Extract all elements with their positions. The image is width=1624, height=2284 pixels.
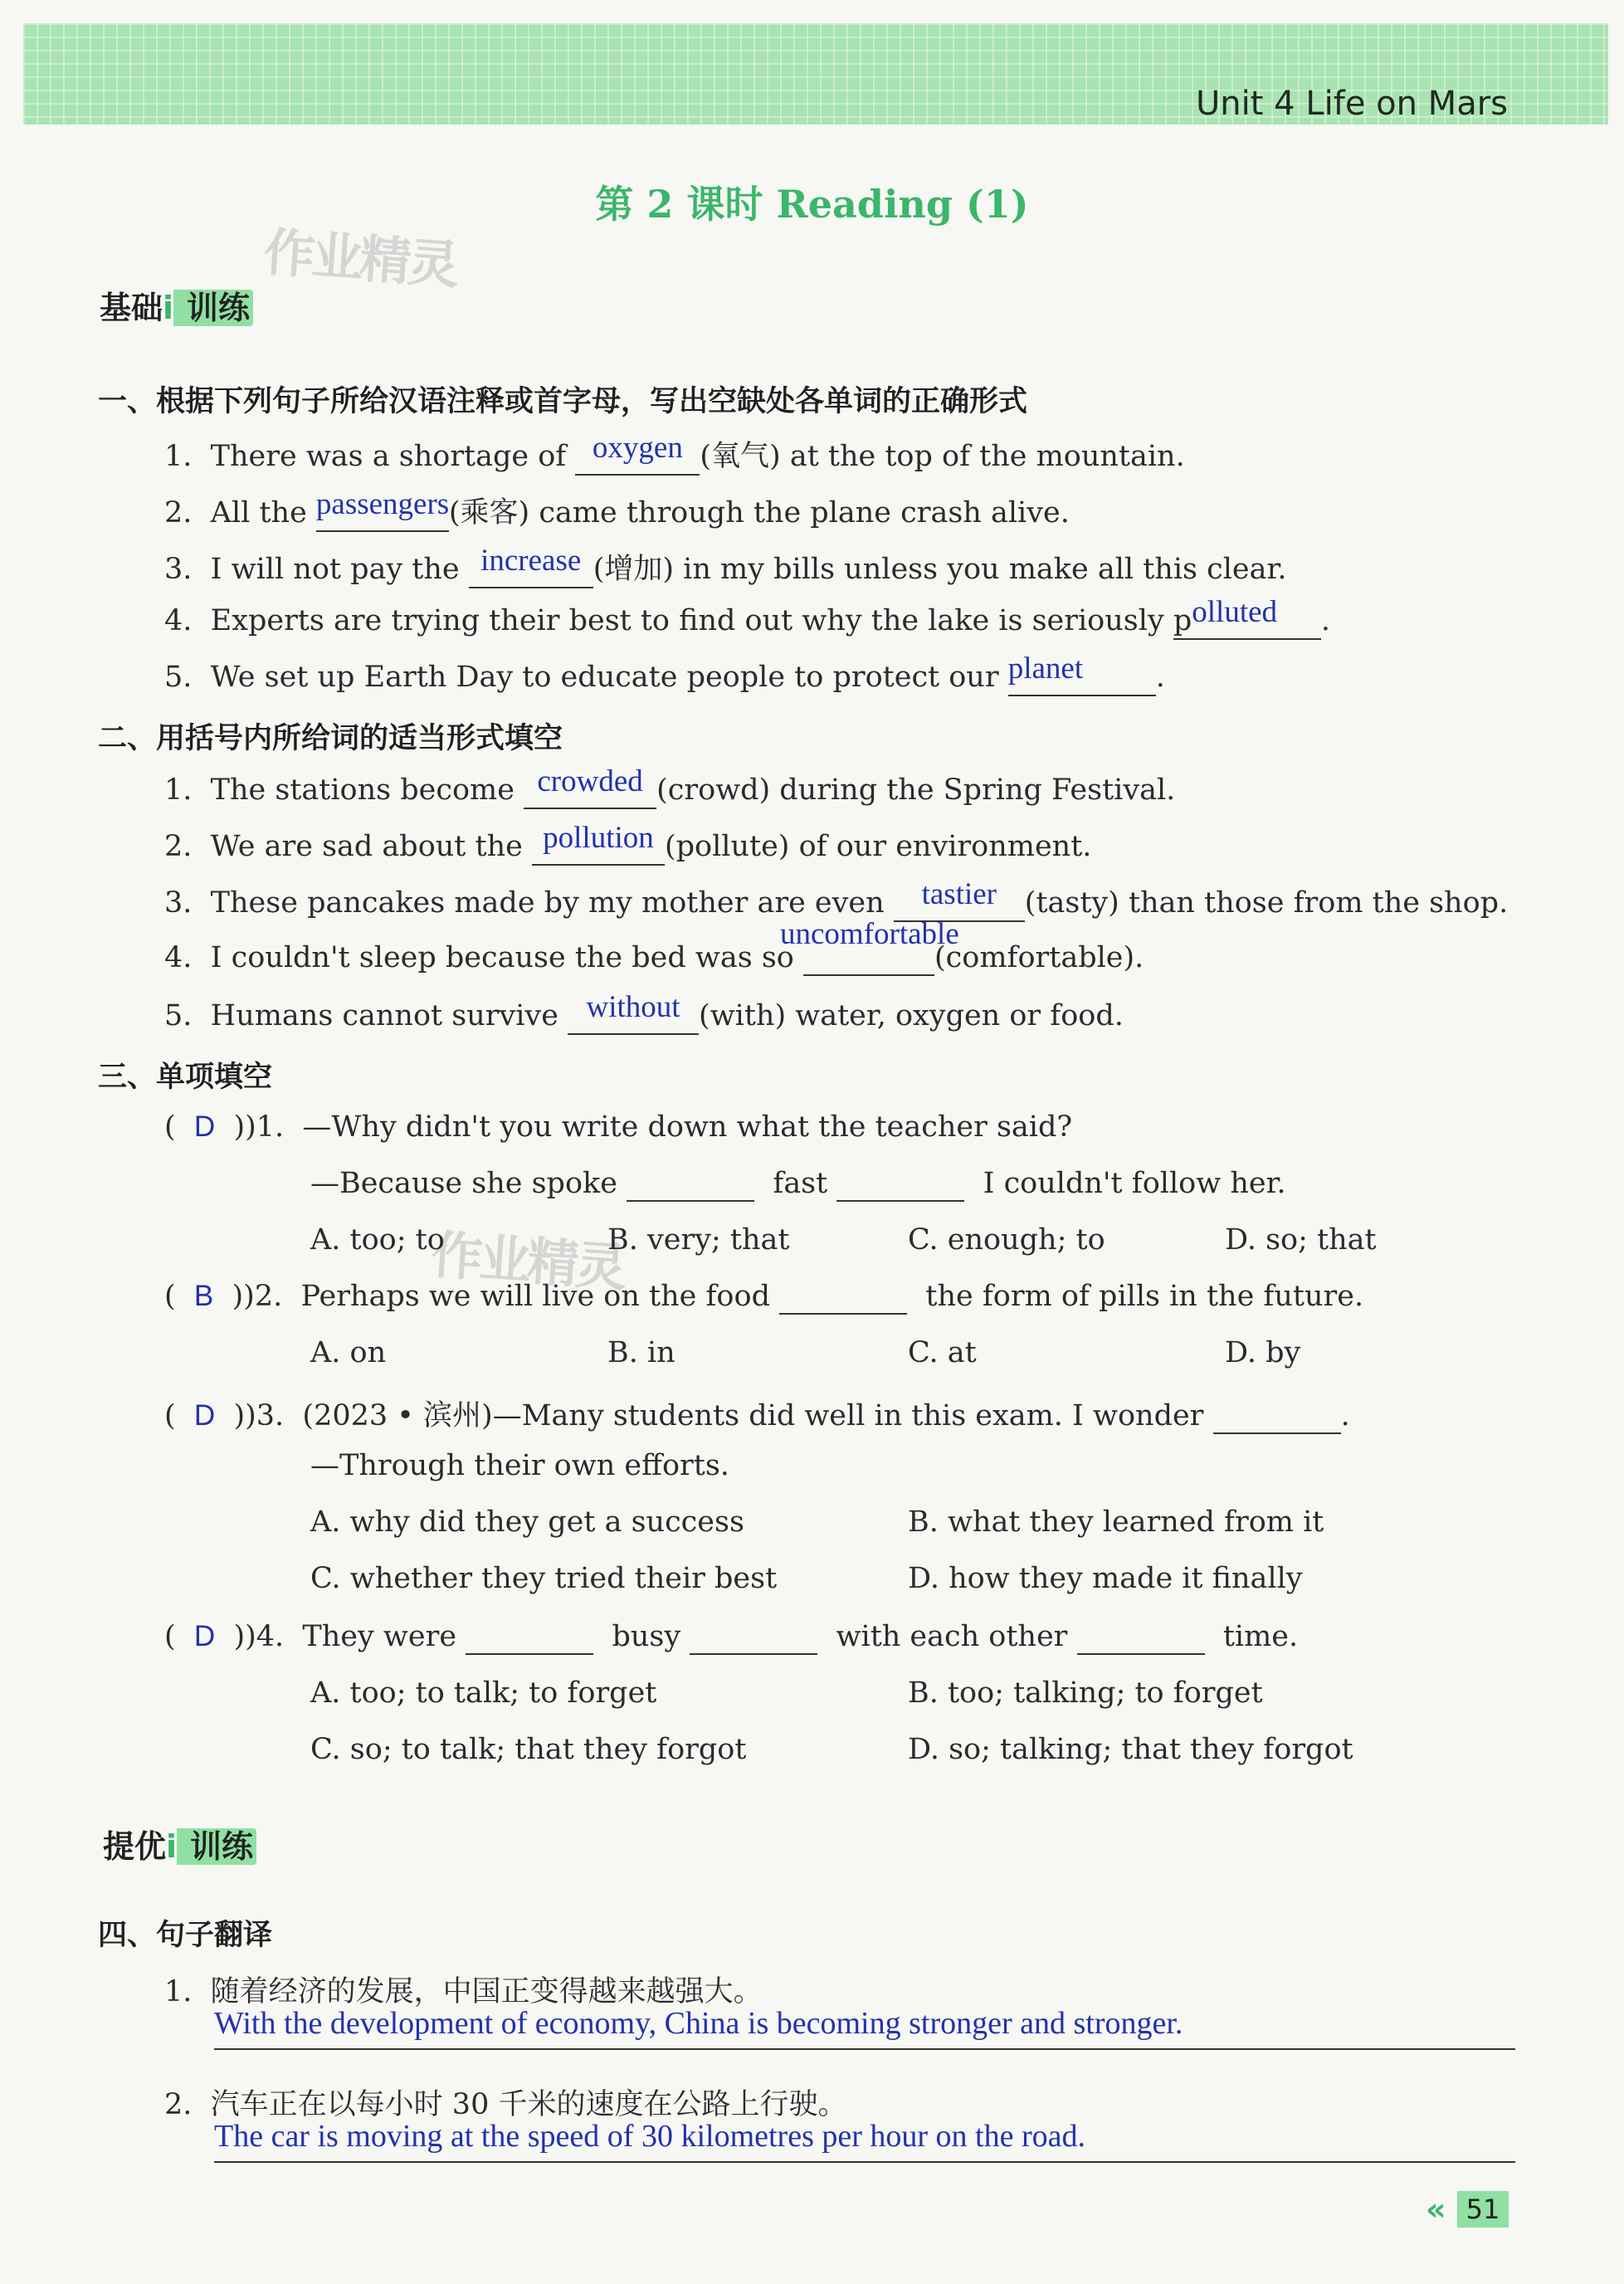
part2-heading: 二、用括号内所给词的适当形式填空 [98, 722, 563, 755]
answer-blank[interactable] [466, 1620, 593, 1655]
answer-blank[interactable] [1077, 1620, 1205, 1655]
translation-prompt-1: 1. 随着经济的发展，中国正变得越来越强大。 [164, 1975, 763, 2008]
answer-line [214, 2161, 1515, 2163]
mc-option: B. in [607, 1336, 675, 1369]
mc-option: B. very; that [607, 1223, 790, 1257]
section-advanced-highlight: 训练 [177, 1828, 256, 1865]
section-basic-label: 基础ⅰ 训练 [100, 282, 253, 328]
lesson-title: 第 2 课时 Reading (1) [595, 182, 1029, 227]
part1-heading: 一、根据下列句子所给汉语注释或首字母，写出空缺处各单词的正确形式 [98, 385, 1028, 418]
mc-option: B. too; talking; to forget [908, 1676, 1263, 1710]
mc-option: D. so; talking; that they forgot [908, 1733, 1353, 1766]
answer-blank[interactable]: planet [1008, 659, 1156, 696]
mc-question-4: ( D ))4. They were busy with each other time. [164, 1620, 1299, 1653]
mc-question-1-line2: —Because she spoke fast I couldn't follow her. [310, 1167, 1286, 1200]
mc-answer[interactable]: B [193, 1280, 214, 1312]
answer-blank[interactable]: without [568, 998, 699, 1035]
mc-option: D. so; that [1225, 1223, 1377, 1257]
mc-option: C. at [908, 1336, 977, 1369]
mc-option: A. on [310, 1336, 387, 1369]
translation-answer-1[interactable]: With the development of economy, China is becoming stronger and stronger. [214, 2006, 1183, 2041]
part1-item-1: 1. There was a shortage of oxygen (氧气) at the top of the mountain. [164, 433, 1185, 476]
answer-blank[interactable] [1213, 1399, 1341, 1434]
mc-option: B. what they learned from it [908, 1506, 1324, 1539]
mc-answer[interactable]: D [193, 1620, 216, 1652]
mc-question-2: ( B ))2. Perhaps we will live on the food the form of pills in the future. [164, 1280, 1364, 1313]
translation-prompt-2: 2. 汽车正在以每小时 30 千米的速度在公路上行驶。 [164, 2088, 847, 2121]
translation-answer-2[interactable]: The car is moving at the speed of 30 kilometres per hour on the road. [214, 2119, 1085, 2154]
mc-question-3: ( D ))3. (2023 • 滨州)—Many students did well in this exam. I wonder . [164, 1399, 1350, 1432]
watermark: 作业精灵 [429, 1223, 626, 1298]
part2-item-5: 5. Humans cannot survive without (with) water, oxygen or food. [164, 998, 1124, 1035]
watermark: 作业精灵 [261, 221, 458, 295]
section-basic-highlight: 训练 [173, 290, 253, 326]
mc-option: C. so; to talk; that they forgot [310, 1733, 747, 1766]
mc-option: A. too; to [310, 1223, 445, 1257]
page-number-label: 51 [1457, 2191, 1509, 2228]
answer-blank[interactable]: crowded [524, 772, 656, 809]
part2-item-3: 3. These pancakes made by my mother are even tastier (tasty) than those from the shop. [164, 885, 1508, 922]
part1-item-4: 4. Experts are trying their best to find out why the lake is seriously polluted . [164, 603, 1330, 640]
part3-heading: 三、单项填空 [98, 1061, 273, 1094]
part1-item-3: 3. I will not pay the increase (增加) in my bills unless you make all this clear. [164, 546, 1286, 588]
mc-question-1: ( D ))1. —Why didn't you write down what the teacher said? [164, 1110, 1073, 1144]
answer-blank[interactable]: increase [469, 551, 593, 588]
section-advanced-word: 提优 [103, 1828, 167, 1865]
mc-option: D. how they made it finally [908, 1562, 1303, 1595]
part2-item-1: 1. The stations become crowded (crowd) during the Spring Festival. [164, 772, 1175, 809]
chevron-left-icon: « [1426, 2191, 1446, 2228]
section-basic-word: 基础 [100, 290, 163, 326]
page-number [1426, 2191, 1509, 2228]
part1-item-2: 2. All the passengers(乘客) came through the plane crash alive. [164, 490, 1070, 532]
answer-blank[interactable]: oxygen [575, 438, 700, 476]
answer-blank[interactable]: passengers [316, 495, 449, 532]
part4-heading: 四、句子翻译 [98, 1919, 273, 1952]
mc-option: A. why did they get a success [310, 1506, 744, 1539]
section-advanced-label: 提优ⅰ 训练 [103, 1821, 256, 1867]
answer-blank[interactable]: tastier [894, 885, 1025, 922]
answer-blank[interactable] [690, 1620, 817, 1655]
unit-title: Unit 4 Life on Mars [1196, 85, 1508, 123]
answer-blank[interactable] [779, 1280, 907, 1315]
answer-line [214, 2048, 1515, 2050]
mc-answer[interactable]: D [193, 1399, 216, 1432]
answer-blank[interactable]: pollution [532, 828, 665, 866]
part2-item-2: 2. We are sad about the pollution (pollute) of our environment. [164, 828, 1091, 866]
mc-option: C. enough; to [908, 1223, 1105, 1257]
mc-answer[interactable]: D [193, 1110, 216, 1143]
answer-blank[interactable] [627, 1167, 754, 1202]
answer-blank[interactable]: polluted [1173, 603, 1321, 640]
mc-option: C. whether they tried their best [310, 1562, 778, 1595]
part2-item-4-answer: uncomfortable [780, 917, 959, 951]
part2-item-4: 4. I couldn't sleep because the bed was so (comfortable). [164, 941, 1144, 974]
mc-option: A. too; to talk; to forget [310, 1676, 657, 1710]
part1-item-5: 5. We set up Earth Day to educate people to protect our planet . [164, 659, 1165, 696]
mc-option: D. by [1225, 1336, 1301, 1369]
answer-blank[interactable] [836, 1167, 964, 1202]
mc-question-3-line2: —Through their own efforts. [310, 1449, 729, 1482]
